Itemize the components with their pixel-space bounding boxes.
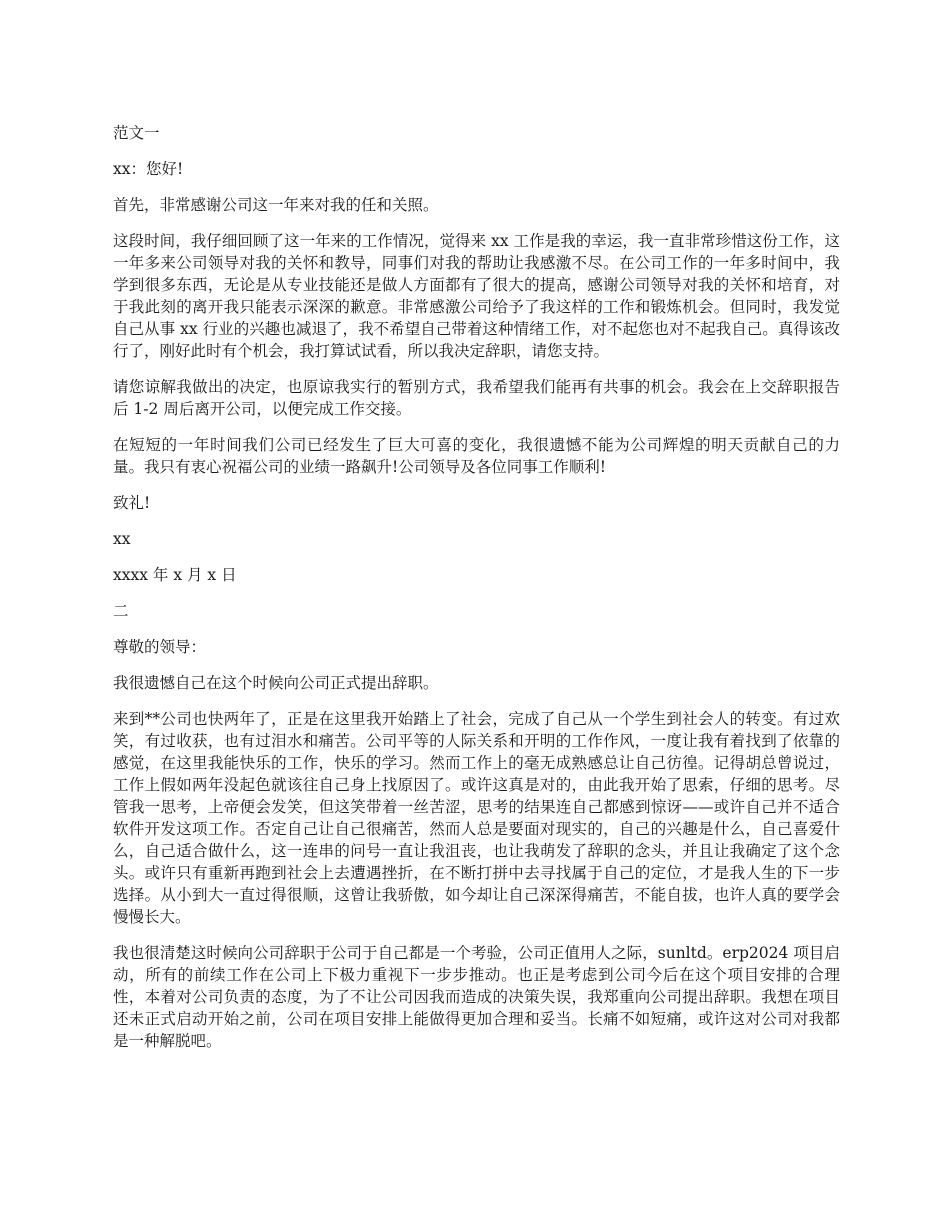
body-paragraph-3: 在短短的一年时间我们公司已经发生了巨大可喜的变化，我很遗憾不能为公司辉煌的明天贡献自己的力量。我只有衷心祝福公司的业绩一路飙升!公司领导及各位同事工作顺利! (113, 436, 840, 476)
body-paragraph-1: 这段时间，我仔细回顾了这一年来的工作情况，觉得来 xx 工作是我的幸运，我一直非常珍惜这份工作，这一年多来公司领导对我的关怀和教导，同事们对我的帮助让我感激不尽。在公司工作的一年多时间中，我学到很多东西，无论是从专业技能还是做人方面都有了很大的提高，感谢公司领导对我的关怀和培育，对于我此刻的离开我只能表示深深的歉意。非常感激公司给予了我这样的工作和锻炼机会。但同时，我发觉自己从事 xx 行业的兴趣也减退了，我不希望自己带着这种情绪工作，对不起您也对不起我自己。真得该改行了，刚好此时有个机会，我打算试试看，所以我决定辞职，请您支持。 (113, 232, 840, 360)
body-paragraph-4: 来到**公司也快两年了，正是在这里我开始踏上了社会，完成了自己从一个学生到社会人的转变。有过欢笑，有过收获，也有过泪水和痛苦。公司平等的人际关系和开明的工作作风，一度让我有着找到了依靠的感觉，在这里我能快乐的工作，快乐的学习。然而工作上的毫无成熟感总让自己彷徨。记得胡总曾说过，工作上假如两年没起色就该往自己身上找原因了。或许这真是对的，由此我开始了思索，仔细的思考。尽管我一思考，上帝便会发笑，但这笑带着一丝苦涩，思考的结果连自己都感到惊讶——或许自己并不适合软件开发这项工作。否定自己让自己很痛苦，然而人总是要面对现实的，自己的兴趣是什么，自己喜爱什么，自己适合做什么，这一连串的问号一直让我沮丧，也让我萌发了辞职的念头，并且让我确定了这个念头。或许只有重新再跑到社会上去遭遇挫折，在不断打拼中去寻找属于自己的定位，才是我人生的下一步选择。从小到大一直过得很顺，这曾让我骄傲，如今却让自己深深得痛苦，不能自拔，也许人真的要学会慢慢长大。 (113, 710, 840, 926)
opening-line-2: 我很遗憾自己在这个时候向公司正式提出辞职。 (113, 674, 439, 692)
document-page (113, 122, 840, 1066)
section-heading-2: 二 (113, 602, 129, 620)
opening-line-1: 首先，非常感谢公司这一年来对我的任和关照。 (113, 196, 439, 214)
closing-line-1: 致礼! (113, 494, 151, 512)
body-paragraph-5: 我也很清楚这时候向公司辞职于公司于自己都是一个考验，公司正值用人之际，sunltd。erp2024 项目启动，所有的前续工作在公司上下极力重视下一步步推动。也正是考虑到公司今后在这个项目安排的合理性，本着对公司负责的态度，为了不让公司因我而造成的决策失误，我郑重向公司提出辞职。我想在项目还未正式启动开始之前，公司在项目安排上能做得更加合理和妥当。长痛不如短痛，或许这对公司对我都是一种解脱吧。 (113, 944, 840, 1050)
salutation-2: 尊敬的领导： (113, 638, 207, 656)
section-heading-1: 范文一 (113, 124, 160, 142)
salutation-1: xx：您好! (113, 160, 184, 178)
date-line-1: xxxx 年 x 月 x 日 (113, 566, 237, 584)
body-paragraph-2: 请您谅解我做出的决定，也原谅我实行的暂别方式，我希望我们能再有共事的机会。我会在上交辞职报告后 1-2 周后离开公司，以便完成工作交接。 (113, 378, 840, 418)
signature-1: xx (113, 530, 131, 548)
